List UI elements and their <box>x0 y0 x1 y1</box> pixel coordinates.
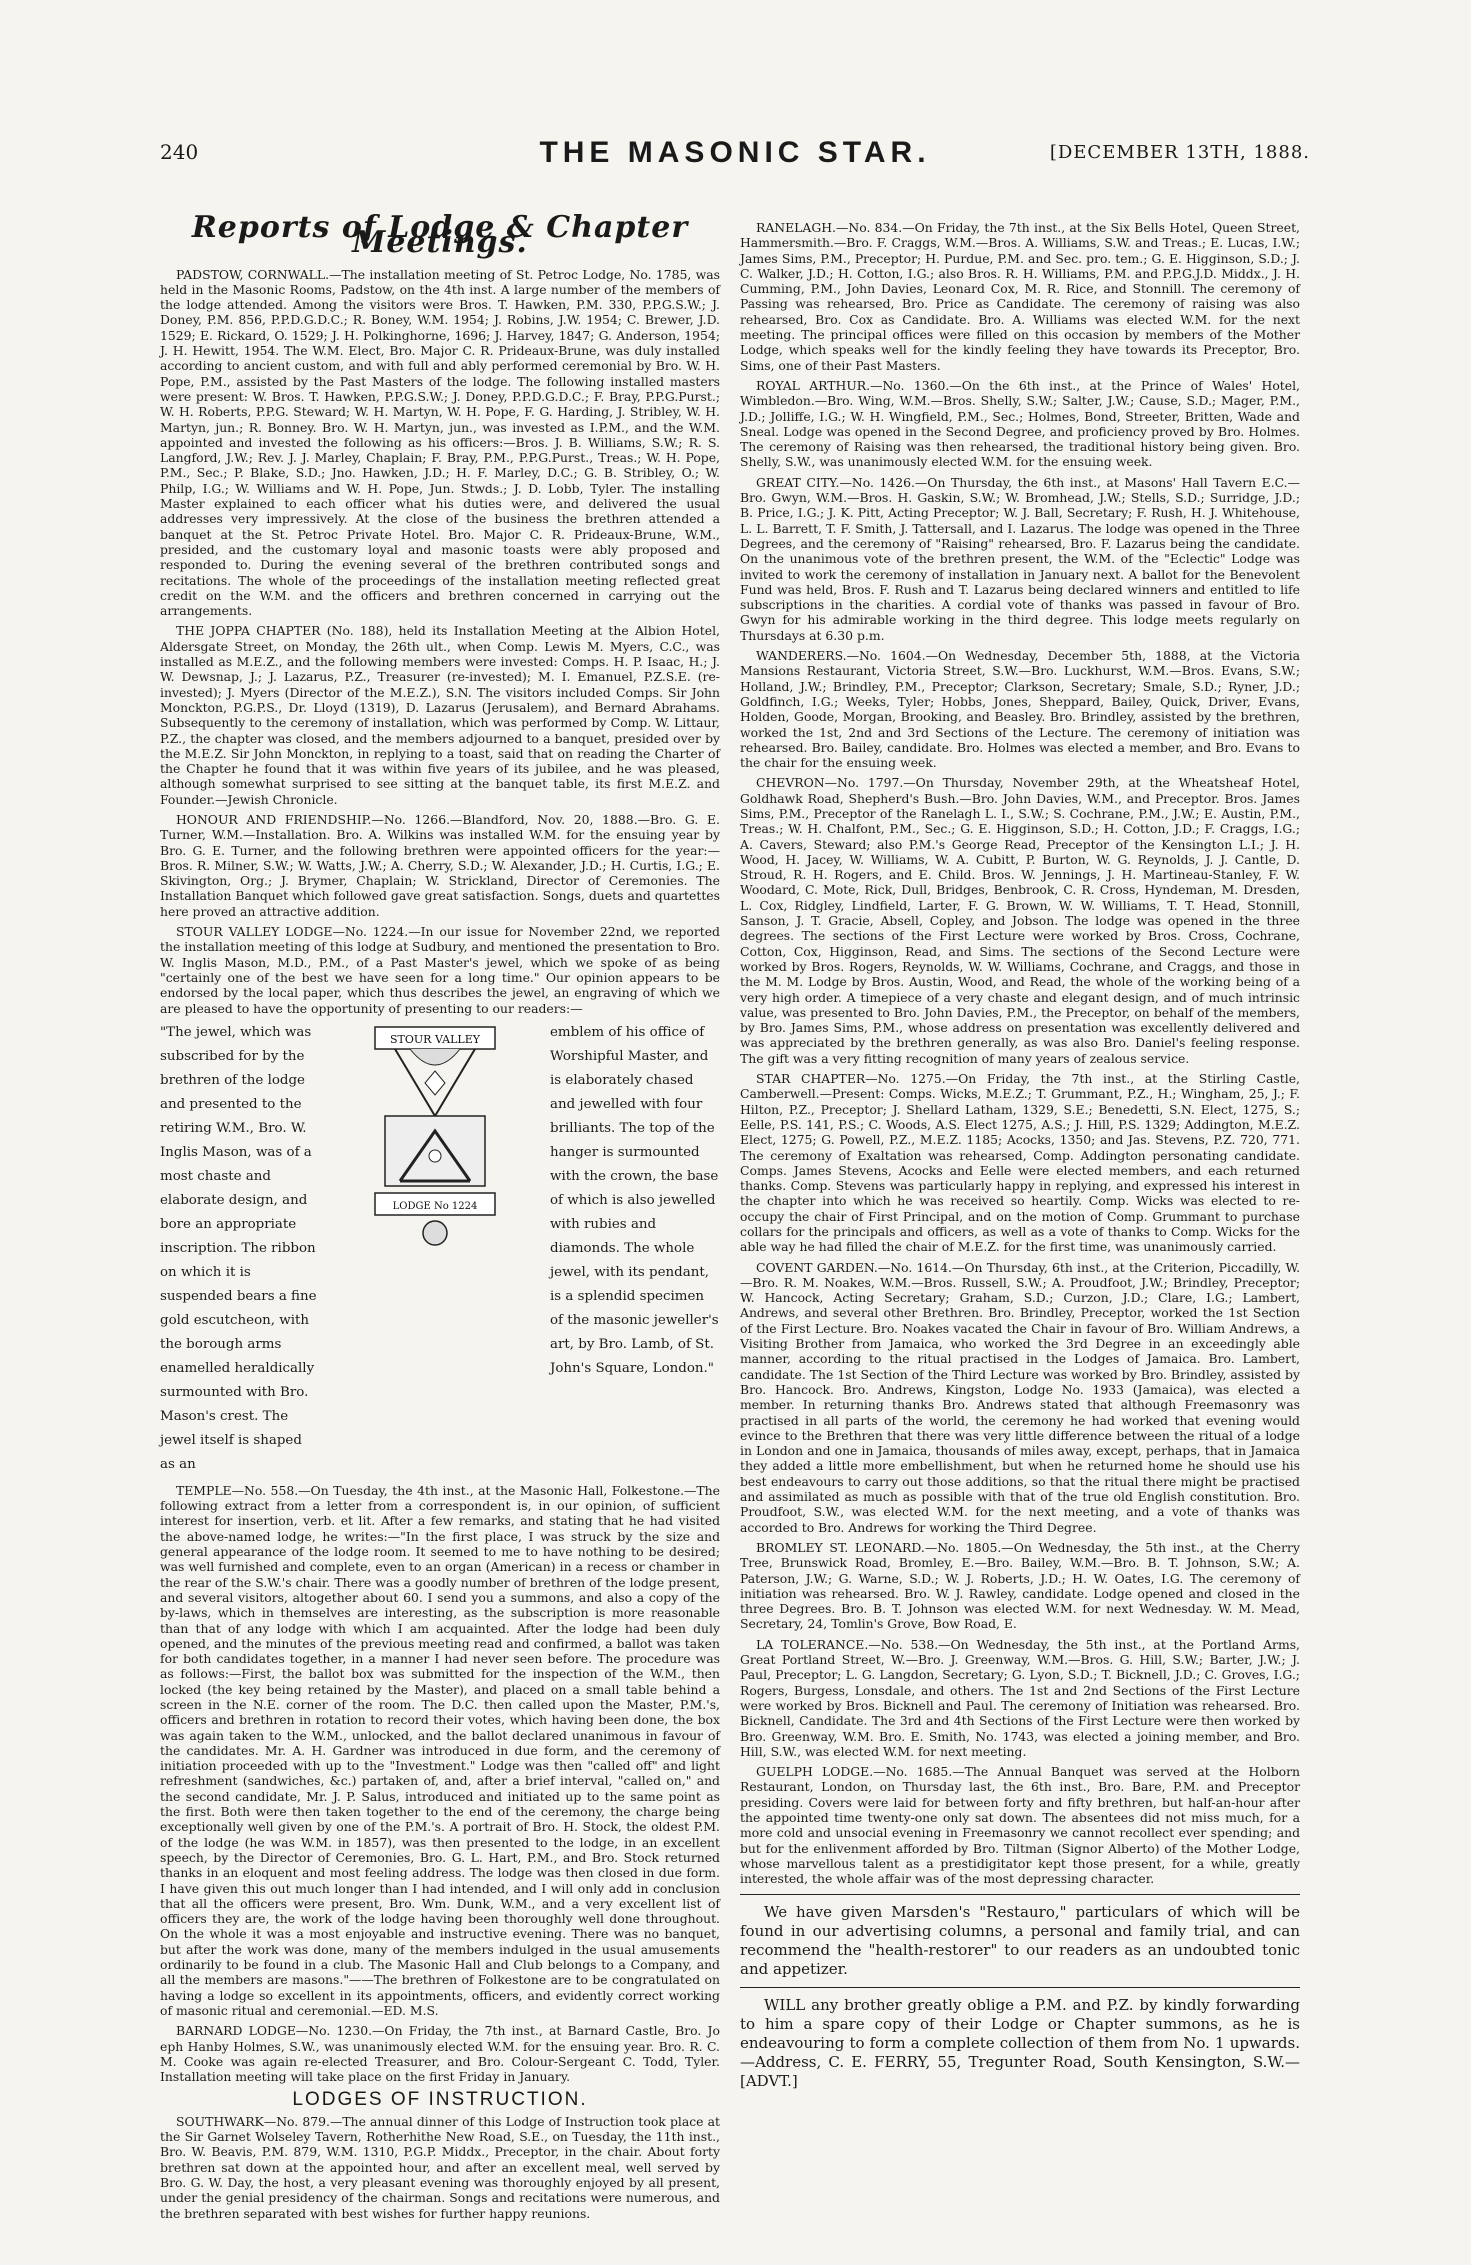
report-body: —No. 1224.—In our issue for November 22nd, we reported the installation meeting of this lodge at Sudbury, and mentioned the presentation to Bro. W. Inglis Mason, M.D., P.M., of a Past Master's jewel, which we spoke of as being "certainly one of the best we have seen for a long time." Our opinion appears to be endorsed by the local paper, which thus describes the jewel, an engraving of which we are pleased to have the opportunity of presenting to our readers:— <box>160 924 720 1016</box>
report-body: —No. 1266.—Blandford, Nov. 20, 1888.—Bro. G. E. Turner, W.M.—Installation. Bro. A. Wilkins was installed W.M. for the ensuing year by Bro. G. E. Turner, and the following brethren were appointed officers for the year:—Bros. R. Milner, S.W.; W. Watts, J.W.; A. Cherry, S.D.; W. Alexander, J.D.; H. Curtis, I.G.; E. Skivington, Org.; J. Brymer, Chaplain; W. Strickland, Director of Ceremonies. The Installation Banquet which followed gave great satisfaction. Songs, duets and quartettes here proved an attractive addition. <box>160 811 720 919</box>
report-body: —No. 834.—On Friday, the 7th inst., at the Six Bells Hotel, Queen Street, Hammersmith.—Bro. F. Craggs, W.M.—Bros. A. Williams, S.W. and Treas.; E. Lucas, I.W.; James Sims, P.M., Preceptor; H. Purdue, P.M. and Sec. pro. tem.; G. E. Higginson, S.D.; J. C. Walker, J.D.; H. Cotton, I.G.; also Bros. R. H. Williams, P.M. and P.P.G.J.D. Middx., J. H. Cumming, P.M., John Davies, Leonard Cox, M. R. Rice, and Stonnill. The ceremony of Passing was rehearsed, Bro. Price as Candidate. The ceremony of raising was also rehearsed, Bro. Cox as Candidate. Bro. A. Williams was elected W.M. for the next meeting. The principal offices were filled on this occasion by members of the Mother Lodge, which speaks well for the kindly feeling they have towards its Preceptor, Bro. Sims, one of their Past Masters. <box>740 220 1300 373</box>
report-la-tolerance <box>740 1637 1300 1759</box>
report-great-city <box>740 475 1300 643</box>
report-heading: BROMLEY ST. LEONARD. <box>756 1539 925 1555</box>
report-heading: TEMPLE <box>176 1482 232 1498</box>
report-bromley <box>740 1540 1300 1632</box>
report-heading: GUELPH LODGE. <box>756 1764 874 1780</box>
report-royal-arthur <box>740 378 1300 470</box>
left-column <box>160 210 720 2221</box>
report-barnard <box>160 2023 720 2084</box>
divider <box>740 1894 1300 1895</box>
page-number: 240 <box>160 140 199 164</box>
jewel-caption-left: "The jewel, which was subscribed for by the brethren of the lodge and presented to the retiring W.M., Bro. W. Inglis Mason, was of a most chaste and elaborate design, and bore an appropriate inscription. The ribbon on which it is suspended bears a fine gold escutcheon, with the borough arms enamelled heraldically surmounted with Bro. Mason's crest. The jewel itself is shaped as an <box>160 1024 317 1472</box>
report-honour-friendship <box>160 812 720 919</box>
report-southwark <box>160 2114 720 2221</box>
report-guelph <box>740 1764 1300 1886</box>
report-heading: SOUTHWARK <box>176 2113 264 2129</box>
notice-text: WILL any brother greatly oblige a P.M. and P.Z. by kindly forwarding to him a spare copy of their Lodge or Chapter summons, as he is endeavouring to form a complete collection of them from No. 1 upwards.—Address, C. E. FERRY, 55, Tregunter Road, South Kensington, S.W.—[ADVT.] <box>740 1996 1300 2091</box>
right-column <box>740 220 1300 2200</box>
issue-date: [DECEMBER 13TH, 1888. <box>1049 142 1310 163</box>
report-temple <box>160 1483 720 2018</box>
report-body: —No. 538.—On Wednesday, the 5th inst., at the Portland Arms, Great Portland Street, W.—Bro. J. Greenway, W.M.—Bros. G. Hill, S.W.; Barter, J.W.; J. Paul, Preceptor; L. G. Langdon, Secretary; G. Lyon, S.D.; T. Bicknell, J.D.; C. Groves, I.G.; Rogers, Burgess, Lonsdale, and others. The 1st and 2nd Sections of the First Lecture were worked by Bros. Bicknell and Paul. The ceremony of Initiation was rehearsed. Bro. Bicknell, Candidate. The 3rd and 4th Sections of the First Lecture were then worked by Bro. Greenway, W.M. Bro. E. Smith, No. 1743, was elected a joining member, and Bro. Hill, S.W., was elected W.M. for next meeting. <box>740 1636 1300 1759</box>
jewel-banner-bottom: LODGE No 1224 <box>392 1200 478 1212</box>
report-heading: LA TOLERANCE. <box>756 1636 869 1652</box>
report-joppa <box>160 623 720 807</box>
report-heading: BARNARD LODGE <box>176 2023 296 2039</box>
report-body: —No. 1685.—The Annual Banquet was served at the Holborn Restaurant, London, on Thursday last, the 6th inst., Bro. Bare, P.M. and Preceptor presiding. Covers were laid for between forty and fifty brethren, but half-an-hour after the appointed time twenty-one only sat down. The absentees did not miss much, for a more cold and unsocial evening in Freemasonry we cannot recollect ever spending; and but for the enlivenment afforded by Bro. Tiltman (Signor Alberto) of the Mother Lodge, whose marvellous talent as a prestidigitator kept those present, for a while, greatly interested, the whole affair was of the most depressing character. <box>740 1764 1300 1887</box>
report-heading: GREAT CITY. <box>756 474 840 490</box>
jewel-caption-right: emblem of his office of Worshipful Master, and is elaborately chased and jewelled with four brilliants. The top of the hanger is surmounted with the crown, the base of which is also jewelled with rubies and diamonds. The whole jewel, with its pendant, is a splendid specimen of the masonic jeweller's art, by Bro. Lamb, of St. John's Square, London." <box>550 1024 719 1376</box>
notice-text: We have given Marsden's "Restauro," particulars of which will be found in our advertising columns, a personal and family trial, and can recommend the "health-restorer" to our readers as an undoubted tonic and appetizer. <box>740 1903 1300 1979</box>
report-heading: PADSTOW, CORNWALL. <box>176 266 330 282</box>
report-body: —No. 1426.—On Thursday, the 6th inst., at Masons' Hall Tavern E.C.—Bro. Gwyn, W.M.—Bros. H. Gaskin, S.W.; W. Bromhead, J.W.; Stells, S.D.; Surridge, J.D.; B. Price, I.G.; J. K. Pitt, Acting Preceptor; W. J. Ball, Secretary; F. Rush, H. J. Whitehouse, L. L. Barrett, T. F. Smith, J. Tattersall, and I. Lazarus. The lodge was opened in the Three Degrees, and the ceremony of "Raising" rehearsed, Bro. F. Lazarus being the candidate. On the unanimous vote of the brethren present, the W.M. of the "Eclectic" Lodge was invited to work the ceremony of installation in January next. A ballot for the Benevolent Fund was held, Bros. F. Rush and T. Lazarus being declared winners and entitled to life subscriptions in the charities. A cordial vote of thanks was passed in favour of Bro. Gwyn for his admirable working in the third degree. This lodge meets regularly on Thursdays at 6.30 p.m. <box>740 474 1301 643</box>
report-chevron <box>740 775 1300 1066</box>
report-star-chapter <box>740 1071 1300 1255</box>
report-heading: STOUR VALLEY LODGE <box>176 924 333 940</box>
report-body: —No. 1805.—On Wednesday, the 5th inst., at the Cherry Tree, Brunswick Road, Bromley, E.—Bro. Bailey, W.M.—Bro. B. T. Johnson, S.W.; A. Paterson, J.W.; G. Warne, S.D.; W. J. Roberts, J.D.; H. W. Oates, I.G. The ceremony of initiation was rehearsed. Bro. W. J. Rawley, candidate. Lodge opened and closed in the three Degrees. Bro. B. T. Johnson was elected W.M. for next Wednesday. W. M. Mead, Secretary, 24, Tomlin's Grove, Bow Road, E. <box>740 1539 1300 1632</box>
report-heading: STAR CHAPTER <box>756 1071 866 1087</box>
masonic-jewel-icon <box>355 1021 515 1251</box>
report-heading: ROYAL ARTHUR. <box>756 377 871 393</box>
report-body: —No. 1614.—On Thursday, 6th inst., at the Criterion, Piccadilly, W.—Bro. R. M. Noakes, W.M.—Bros. Russell, S.W.; A. Proudfoot, J.W.; Brindley, Preceptor; W. Hancock, Acting Secretary; Graham, S.D.; Curzon, J.D.; Clare, I.G.; Lambert, Andrews, and several other Brethren. Bro. Brindley, Preceptor, worked the 1st Section of the First Lecture. Bro. Noakes vacated the Chair in favour of Bro. William Andrews, a Visiting Brother from Jamaica, who worked the 3rd Degree in an exceedingly able manner, according to the ritual practised in the Lodges of Jamaica. Bro. Lambert, candidate. The 1st Section of the Third Lecture was worked by Bro. Brindley, assisted by Bro. Hancock. Bro. Andrews, Kingston, Lodge No. 1933 (Jamaica), was elected a member. In returning thanks Bro. Andrews stated that although Freemasonry was practised in all parts of the world, the ceremony he had worked that evening would evince to the Brethren that there was very little difference between the ritual of a lodge in London and one in Jamaica, thousands of miles away, except, perhaps, that in Jamaica they added a little more embellishment, but when he returned home he should use his best endeavours to carry out those additions, so that the ritual there might be practised and assimilated as much as possible with that of the true old English constitution. Bro. Proudfoot, S.W., was elected W.M. for the next meeting, and a vote of thanks was accorded to Bro. Andrews for working the Third Degree. <box>740 1259 1301 1535</box>
section-title: Reports of Lodge & Chapter Meetings. <box>191 210 689 261</box>
jewel-banner-top: STOUR VALLEY <box>390 1032 480 1046</box>
notice-restauro <box>740 1903 1300 1979</box>
report-body: —No. 1797.—On Thursday, November 29th, at the Wheatsheaf Hotel, Goldhawk Road, Shepherd's Bush.—Bro. John Davies, W.M., and Preceptor. Bros. James Sims, P.M., Preceptor of the Ranelagh L. I., S.W.; S. Cochrane, P.M., J.W.; E. Austin, P.M., Treas.; W. H. Chalfont, P.M., Sec.; G. E. Higginson, S.D.; H. Cotton, J.D.; F. Craggs, I.G.; A. Cavers, Steward; also P.M.'s George Read, Preceptor of the Kensington L.I.; J. H. Wood, H. Jacey, W. Williams, W. A. Cubitt, P. Burton, W. G. Reynolds, J. J. Cantle, D. Stroud, R. H. Rogers, and E. Child. Bros. W. Jennings, J. H. Martineau-Stanley, F. W. Woodard, C. Mote, Rick, Dull, Bridges, Benbrook, C. R. Cross, Hyndeman, M. Dresden, L. Cox, Ridgley, Lindfield, Larter, F. G. Brown, W. W. Williams, T. T. Head, Stonnill, Sanson, J. T. Gracie, Absell, Copley, and Jobson. The lodge was opened in the three degrees. The sections of the First Lecture were worked by Bros. Cross, Cochrane, Cotton, Cox, Higginson, Read, and Sims. The sections of the Second Lecture were worked by Bros. Rogers, Reynolds, W. W. Williams, Cochrane, and Craggs, and those in the M. M. Lodge by Bros. Austin, Wood, and Read, the whole of the working being of a very high order. A timepiece of a very chaste and elegant design, and of much intrinsic value, was presented to Bro. John Davies, P.M., the Preceptor, on behalf of the members, by Bro. James Sims, P.M., whose address on presentation was excellently delivered and was appreciated by the brethren generally, as was also Bro. Daniel's feeling response. The gift was a very fitting recognition of many years of zealous service. <box>740 775 1300 1066</box>
report-wanderers <box>740 648 1300 770</box>
divider <box>740 1987 1300 1988</box>
report-body: (No. 188), held its Installation Meeting at the Albion Hotel, Aldersgate Street, on Monday, the 26th ult., when Comp. Lewis M. Myers, C.C., was installed as M.E.Z., and the following members were invested: Comps. H. P. Isaac, H.; J. W. Dewsnap, J.; J. Lazarus, P.Z., Treasurer (re-invested); M. I. Emanuel, P.Z.S.E. (re-invested); J. Myers (Director of the M.E.Z.), S.N. The visitors included Comps. Sir John Monckton, P.G.P.S., Dr. Lloyd (1319), D. Lazarus (Jerusalem), and Bernard Abrahams. Subsequently to the ceremony of installation, which was performed by Comp. W. Littaur, P.Z., the chapter was closed, and the members adjourned to a banquet, presided over by the M.E.Z. Sir John Monckton, in replying to a toast, said that on reading the Charter of the Chapter he found that it was within five years of its jubilee, and he was pleased, although somewhat surprised to see sitting at the banquet table, its first M.E.Z. and Founder.—Jewish Chronicle. <box>160 623 720 807</box>
jewel-engraving-block <box>160 1021 720 1477</box>
report-heading: THE JOPPA CHAPTER <box>176 623 321 639</box>
report-body: —No. 1360.—On the 6th inst., at the Prince of Wales' Hotel, Wimbledon.—Bro. Wing, W.M.—Bros. Shelly, S.W.; Salter, J.W.; Cause, S.D.; Mager, P.M., J.D.; Jolliffe, I.G.; W. H. Wingfield, P.M., Sec.; Holmes, Bond, Streeter, Britten, Wade and Sneal. Lodge was opened in the Second Degree, and proficiency proved by Bro. Holmes. The ceremony of Raising was then rehearsed, the traditional history being given. Bro. Shelly, S.W., was unanimously elected W.M. for the ensuing week. <box>740 377 1300 470</box>
report-heading: CHEVRON <box>756 775 825 791</box>
report-body: —No. 558.—On Tuesday, the 4th inst., at the Masonic Hall, Folkestone.—The following extract from a letter from a correspondent is, in our opinion, of sufficient interest for insertion, verb. et lit. After a few remarks, and stating that he had visited the above-named lodge, he writes:—"In the first place, I was struck by the size and general appearance of the lodge room. It seemed to me to have nothing to be desired; was well furnished and complete, even to an organ (American) in a recess or chamber in the rear of the S.W.'s chair. There was a goodly number of brethren of the lodge present, and several visitors, altogether about 60. I send you a summons, and also a copy of the by-laws, which in themselves are interesting, as the subscription is more reasonable than that of any lodge with which I am acquainted. After the lodge had been duly opened, and the minutes of the previous meeting read and confirmed, a ballot was taken for both candidates together, in a manner I had never seen before. The procedure was as follows:—First, the ballot box was submitted for the inspection of the W.M., then locked (the key being retained by the Master), and placed on a small table behind a screen in the N.E. corner of the room. The D.C. then called upon the Master, P.M.'s, officers and brethren in rotation to record their votes, which having been done, the box was again taken to the W.M., unlocked, and the ballot declared unanimous in favour of the candidates. Mr. A. H. Gardner was introduced in due form, and the ceremony of initiation proceeded with up to the "Investment." Lodge was then "called off" and light refreshment (sandwiches, &c.) partaken of, and, after a brief interval, "called on," and the second candidate, Mr. J. P. Salus, introduced and initiated up to the same point as the first. Both were then taken together to the end of the ceremony, the charge being exceptionally well given by one of the P.M.'s. A portrait of Bro. H. Stock, the oldest P.M. of the lodge (he was W.M. in 1857), was then presented to the lodge, in an excellent speech, by the Director of Ceremonies, Bro. G. L. Hart, P.M., and Bro. Stock returned thanks in an eloquent and most feeling address. The lodge was then closed in due form. I have given this out much longer than I had intended, and I will only add in conclusion that all the officers were present, Bro. Wm. Dunk, W.M., and a very excellent list of officers they are, the work of the lodge having been thoroughly well done throughout. On the whole it was a most enjoyable and instructive evening. There was no banquet, but after the work was done, many of the members indulged in the usual amusements ordinarily to be found in a club. The Masonic Hall and Club belongs to a Company, and all the members are masons."——The brethren of Folkestone are to be congratulated on having a lodge so excellent in its appointments, officers, and evidently correct working of masonic ritual and ceremonial.—ED. M.S. <box>160 1482 720 2018</box>
masthead: THE MASONIC STAR. <box>539 136 931 169</box>
report-body: —The installation meeting of St. Petroc Lodge, No. 1785, was held in the Masonic Rooms, Padstow, on the 4th inst. A large number of the members of the lodge attended. Among the visitors were Bros. T. Hawken, P.M. 330, P.P.G.S.W.; J. Doney, P.M. 856, P.P.D.G.D.C.; R. Boney, W.M. 1954; J. Robins, J.W. 1954; C. Brewer, J.D. 1529; E. Rickard, O. 1529; J. H. Polkinghorne, 1696; J. Harvey, 1847; G. Anderson, 1954; J. H. Hewitt, 1954. The W.M. Elect, Bro. Major C. R. Prideaux-Brune, was duly installed according to ancient custom, and with full and ably performed ceremonial by Bro. W. H. Pope, P.M., assisted by the Past Masters of the lodge. The following installed masters were present: W. Bros. T. Hawken, P.P.G.S.W.; J. Doney, P.P.D.G.D.C.; F. Bray, P.P.G.Purst.; W. H. Roberts, P.P.G. Steward; W. H. Martyn, W. H. Pope, F. G. Harding, J. Stribley, W. H. Martyn, jun.; R. Bonney. Bro. W. H. Martyn, jun., was invested as I.P.M., and the W.M. appointed and invested the following as his officers:—Bros. J. B. Williams, S.W.; R. S. Langford, J.W.; Rev. J. J. Marley, Chaplain; F. Bray, P.M., P.P.G.Purst., Treas.; W. H. Pope, P.M., Sec.; P. Blake, S.D.; Jno. Hawken, J.D.; H. F. Marley, D.C.; G. B. Stribley, O.; W. Philp, I.G.; W. Williams and W. H. Pope, Jun. Stwds.; J. D. Lobb, Tyler. The installing Master explained to each officer what his duties were, and delivered the usual addresses very impressively. At the close of the business the brethren attended a banquet at the St. Petroc Private Hotel. Bro. Major C. R. Prideaux-Brune, W.M., presided, and the customary loyal and masonic toasts were ably proposed and responded to. During the evening several of the brethren contributed songs and recitations. The whole of the proceedings of the installation meeting reflected great credit on the W.M. and the officers and brethren concerned in carrying out the arrangements. <box>160 266 720 619</box>
report-body: —No. 879.—The annual dinner of this Lodge of Instruction took place at the Sir Garnet Wolseley Tavern, Rotherhithe New Road, S.E., on Tuesday, the 11th inst., Bro. W. Beavis, P.M. 879, W.M. 1310, P.G.P. Middx., Preceptor, in the chair. About forty brethren sat down at the appointed hour, and after an excellent meal, well served by Bro. G. W. Day, the host, a very pleasant evening was thoroughly enjoyed by all present, under the genial presidency of the chairman. Songs and recitations were numerous, and the brethren separated with best wishes for further happy reunions. <box>160 2113 720 2221</box>
report-heading: RANELAGH. <box>756 220 836 235</box>
report-heading: WANDERERS. <box>756 648 847 664</box>
report-body: —No. 1230.—On Friday, the 7th inst., at Barnard Castle, Bro. Jo eph Hanby Holmes, S.W., was unanimously elected W.M. for the ensuing year. Bro. R. C. M. Cooke was again re-elected Treasurer, and Bro. Colour-Sergeant C. Todd, Tyler. Installation meeting will take place on the first Friday in January. <box>160 2023 720 2085</box>
lodges-of-instruction-title: LODGES OF INSTRUCTION. <box>292 2089 588 2111</box>
report-body: —No. 1604.—On Wednesday, December 5th, 1888, at the Victoria Mansions Restaurant, Victoria Street, S.W.—Bro. Luckhurst, W.M.—Bros. Evans, S.W.; Holland, J.W.; Brindley, P.M., Preceptor; Clarkson, Secretary; Smale, S.D.; Ryner, J.D.; Goldfinch, I.G.; Weeks, Tyler; Hobbs, Jones, Sheppard, Bailey, Quick, Driver, Evans, Holden, Goode, Morgan, Brooking, and Beasley. Bro. Brindley, assisted by the brethren, worked the 1st, 2nd and 3rd Sections of the Lecture. The ceremony of initiation was rehearsed. Bro. Bailey, candidate. Bro. Holmes was elected a member, and Bro. Evans to the chair for the ensuing week. <box>740 648 1300 771</box>
report-padstow <box>160 267 720 619</box>
page-header <box>160 136 1310 180</box>
report-body: —No. 1275.—On Friday, the 7th inst., at the Stirling Castle, Camberwell.—Present: Comps. Wicks, M.E.Z.; T. Grummant, P.Z., H.; Wingham, 25, J.; F. Hilton, P.Z., Preceptor; J. Shellard Latham, 1329, S.E.; Benedetti, S.N. Elect, 1275, S.; Eelle, P.S. 141, P.S.; C. Woods, A.S. Elect 1275, A.S.; J. Hill, P.S. 1329; Addington, M.E.Z. Elect, 1275; G. Powell, P.Z., M.E.Z. 1185; Acocks, 1350; and Jas. Stevens, P.Z. 720, 771. The ceremony of Exaltation was rehearsed, Comp. Addington personating candidate. Comps. James Stevens, Acocks and Eelle were elected members, and each returned thanks. Comp. Stevens was particularly happy in replying, and expressed his interest in the chapter into which he was received so heartily. Comp. Wicks was elected to re-occupy the chair of First Principal, and on the motion of Comp. Grummant to purchase collars for the principals and officers, as well as a vote of thanks to Comp. Wicks for the able way he had filled the chair of M.E.Z. for the first time, was unanimously carried. <box>740 1071 1300 1255</box>
report-heading: HONOUR AND FRIENDSHIP. <box>176 811 372 827</box>
report-stour-valley <box>160 924 720 1016</box>
jewel-engraving <box>350 1021 520 1261</box>
report-ranelagh <box>740 220 1300 373</box>
report-heading: COVENT GARDEN. <box>756 1259 878 1275</box>
notice-advert <box>740 1996 1300 2091</box>
report-covent-garden <box>740 1260 1300 1535</box>
